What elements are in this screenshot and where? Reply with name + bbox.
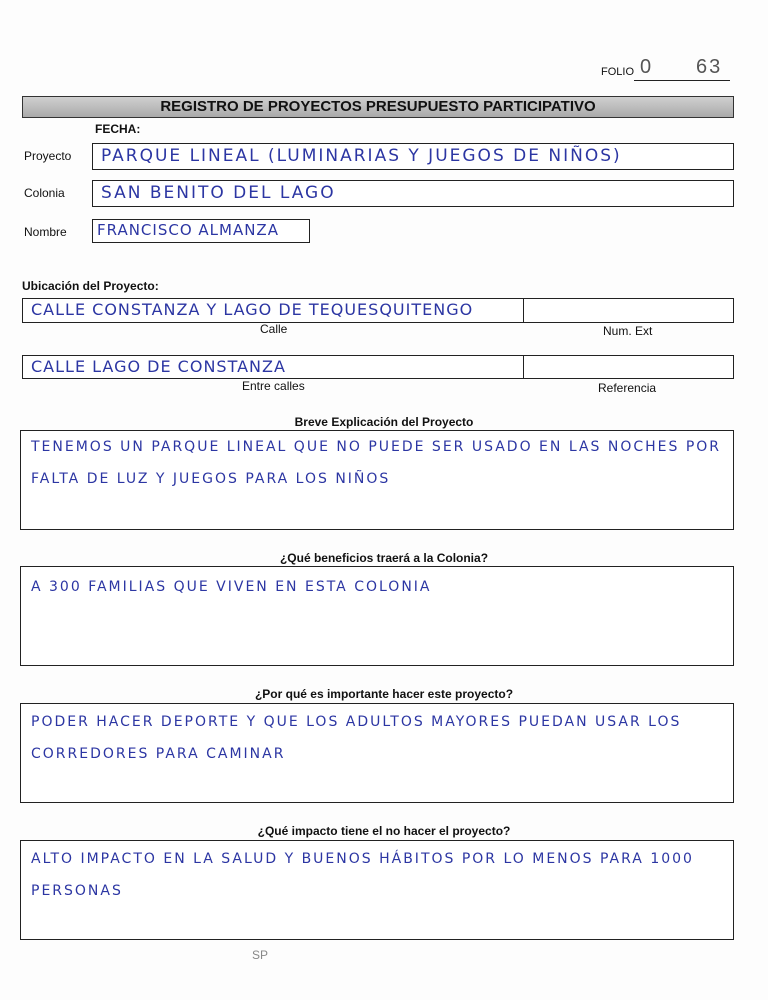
beneficios-heading: ¿Qué beneficios traerá a la Colonia? — [279, 551, 489, 565]
colonia-label: Colonia — [24, 186, 65, 200]
importancia-field[interactable] — [20, 703, 734, 803]
fecha-label: FECHA: — [95, 122, 141, 136]
calle-field[interactable] — [22, 298, 734, 323]
referencia-field[interactable] — [523, 356, 524, 378]
proyecto-field[interactable] — [92, 143, 734, 170]
form-title: REGISTRO DE PROYECTOS PRESUPUESTO PARTICIPATIVO — [22, 96, 734, 118]
explicacion-field[interactable] — [20, 430, 734, 530]
proyecto-value: PARQUE LINEAL (LUMINARIAS Y JUEGOS DE NIÑOS) — [101, 146, 622, 166]
folio-label: FOLIO — [601, 66, 635, 78]
calle-value: CALLE CONSTANZA Y LAGO DE TEQUESQUITENGO — [31, 300, 474, 319]
nombre-label: Nombre — [24, 225, 67, 239]
impacto-heading: ¿Qué impacto tiene el no hacer el proyecto? — [257, 824, 511, 838]
calle-label: Calle — [260, 322, 288, 336]
num-ext-field[interactable] — [523, 299, 524, 322]
proyecto-label: Proyecto — [24, 149, 72, 163]
nombre-field[interactable] — [92, 219, 310, 243]
folio-prefix: 0 — [640, 56, 652, 78]
colonia-field[interactable] — [92, 180, 734, 207]
num-ext-label: Num. Ext — [603, 324, 653, 338]
entre-calles-value: CALLE LAGO DE CONSTANZA — [31, 357, 286, 376]
folio-underline — [634, 80, 730, 81]
impacto-value: ALTO IMPACTO EN LA SALUD Y BUENOS HÁBITOS POR LO MENOS PARA 1000 PERSONAS — [31, 851, 694, 899]
folio-number: 63 — [696, 56, 723, 78]
colonia-value: SAN BENITO DEL LAGO — [101, 183, 336, 203]
ubicacion-label: Ubicación del Proyecto: — [22, 279, 159, 293]
nombre-value: FRANCISCO ALMANZA — [97, 221, 279, 239]
impacto-field[interactable] — [20, 840, 734, 940]
beneficios-field[interactable] — [20, 566, 734, 666]
entre-calles-label: Entre calles — [242, 379, 305, 393]
importancia-heading: ¿Por qué es importante hacer este proyecto? — [254, 687, 514, 701]
beneficios-value: A 300 FAMILIAS QUE VIVEN EN ESTA COLONIA — [31, 579, 432, 595]
importancia-value: PODER HACER DEPORTE Y QUE LOS ADULTOS MAYORES PUEDAN USAR LOS CORREDORES PARA CAMINAR — [31, 714, 682, 762]
footer-mark: SP — [252, 948, 269, 962]
entre-calles-field[interactable] — [22, 355, 734, 379]
explicacion-heading: Breve Explicación del Proyecto — [294, 415, 474, 429]
referencia-label: Referencia — [598, 381, 657, 395]
explicacion-value: TENEMOS UN PARQUE LINEAL QUE NO PUEDE SER USADO EN LAS NOCHES POR FALTA DE LUZ Y JUEGOS PARA LOS NIÑOS — [31, 439, 722, 487]
